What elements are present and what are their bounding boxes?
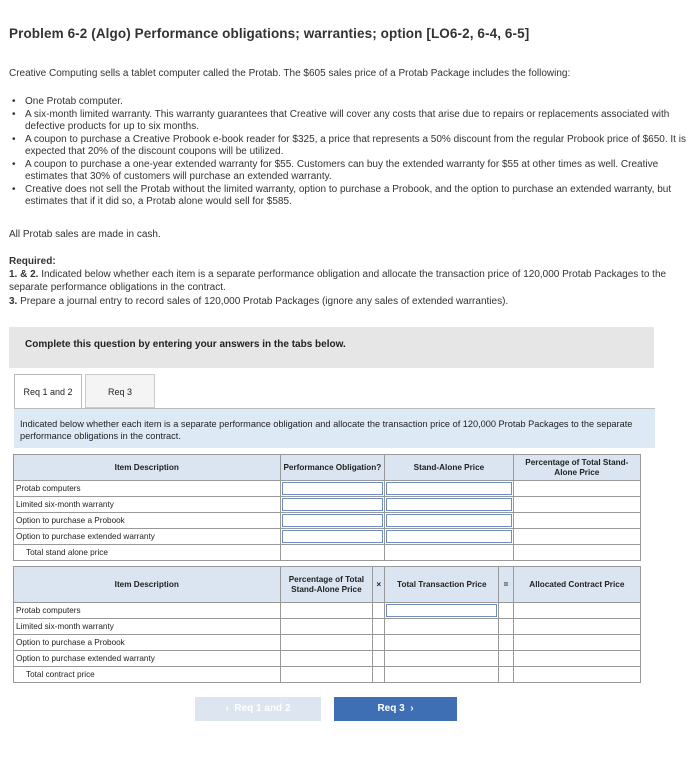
col-header: Percentage of Total Stand-Alone Price (513, 455, 640, 481)
table-row (14, 635, 641, 651)
col-header: Item Description (14, 567, 281, 603)
performance-obligation-select[interactable] (282, 498, 384, 511)
page-title: Problem 6-2 (Algo) Performance obligations; warranties; option [LO6-2, 6-4, 6-5] (9, 26, 530, 41)
intro-text: Creative Computing sells a tablet computer called the Protab. The $605 sales price of a Protab Package includes the following: (9, 68, 571, 79)
empty-cell (373, 635, 385, 651)
empty-cell (280, 545, 385, 561)
empty-cell (513, 651, 640, 667)
empty-cell (513, 619, 640, 635)
row-label: Option to purchase a Probook (14, 513, 281, 529)
row-label: Protab computers (14, 481, 281, 497)
empty-cell (280, 619, 373, 635)
tab-label: Req 3 (107, 387, 133, 397)
total-row (14, 545, 641, 561)
table-row (14, 603, 641, 619)
empty-cell (373, 667, 385, 683)
chevron-left-icon: ‹ (225, 703, 235, 714)
empty-cell (513, 603, 640, 619)
percentage-cell (513, 481, 640, 497)
empty-cell (280, 603, 373, 619)
empty-cell (499, 667, 513, 683)
banner-text: Complete this question by entering your answers in the tabs below. (25, 339, 346, 350)
prev-tab-button[interactable] (195, 697, 321, 721)
performance-obligation-select[interactable] (282, 530, 384, 543)
table-row (14, 529, 641, 545)
tab-label: Req 1 and 2 (23, 387, 73, 397)
required-item-3 (9, 296, 669, 309)
standalone-price-input[interactable] (386, 498, 511, 511)
tab-req-3[interactable] (85, 374, 155, 408)
row-label: Limited six-month warranty (14, 619, 281, 635)
empty-cell (499, 619, 513, 635)
col-header: Performance Obligation? (280, 455, 385, 481)
next-tab-button[interactable] (334, 697, 457, 721)
percentage-cell (513, 513, 640, 529)
table-row (14, 651, 641, 667)
standalone-price-input[interactable] (386, 530, 511, 543)
required-item-1 (9, 269, 669, 294)
total-row (14, 667, 641, 683)
performance-obligation-select[interactable] (282, 482, 384, 495)
col-header: Item Description (14, 455, 281, 481)
required-item-1-text: Indicated below whether each item is a separate performance obligation and allocate the transaction price of 120,000 Protab Packages to the separate performance obligations in the contract. (9, 269, 667, 293)
equals-sign: = (499, 567, 513, 603)
row-label: Total stand alone price (14, 545, 281, 561)
empty-cell (280, 651, 373, 667)
tab-req-1-and-2[interactable] (14, 374, 82, 408)
table-row (14, 513, 641, 529)
row-label: Option to purchase extended warranty (14, 529, 281, 545)
prev-button-label: Req 1 and 2 (234, 703, 291, 714)
required-item-3-text: Prepare a journal entry to record sales of 120,000 Protab Packages (ignore any sales of extended warranties). (17, 296, 509, 307)
row-label: Protab computers (14, 603, 281, 619)
table-row (14, 497, 641, 513)
empty-cell (280, 667, 373, 683)
empty-cell (499, 651, 513, 667)
percentage-cell (513, 497, 640, 513)
performance-obligation-select[interactable] (282, 514, 384, 527)
required-item-1-number: 1. & 2. (9, 269, 39, 280)
table-row (14, 619, 641, 635)
row-label: Option to purchase a Probook (14, 635, 281, 651)
percentage-cell (513, 529, 640, 545)
empty-cell (499, 635, 513, 651)
list-item: • A coupon to purchase a Creative Probook e-book reader for $325, a price that represents a 50% discount from the regular Probook price of $650. It is expected that 20% of the discount coupons will be utilized. (9, 134, 693, 159)
standalone-price-input[interactable] (386, 514, 511, 527)
empty-cell (373, 651, 385, 667)
empty-cell (385, 667, 499, 683)
row-label: Option to purchase extended warranty (14, 651, 281, 667)
empty-cell (373, 603, 385, 619)
row-label: Total contract price (14, 667, 281, 683)
empty-cell (373, 619, 385, 635)
empty-cell (385, 545, 513, 561)
standalone-price-input[interactable] (386, 482, 511, 495)
list-item: • A six-month limited warranty. This warranty guarantees that Creative will cover any costs that arise due to repairs or replacements associated with defective products for up to six months. (9, 109, 693, 134)
col-header: Stand-Alone Price (385, 455, 513, 481)
col-header: Total Transaction Price (385, 567, 499, 603)
allocation-table (13, 566, 641, 683)
empty-cell (513, 545, 640, 561)
list-item: • One Protab computer. (9, 96, 693, 109)
tab-instruction: Indicated below whether each item is a separate performance obligation and allocate the transaction price of 120,000 Protab Packages to the separate performance obligations in the contract. (14, 408, 655, 448)
empty-cell (499, 603, 513, 619)
standalone-price-table (13, 454, 641, 561)
row-label: Limited six-month warranty (14, 497, 281, 513)
empty-cell (513, 635, 640, 651)
required-item-3-number: 3. (9, 296, 18, 307)
col-header: Percentage of Total Stand-Alone Price (280, 567, 373, 603)
total-transaction-price-input[interactable] (386, 604, 497, 617)
empty-cell (385, 651, 499, 667)
cash-note: All Protab sales are made in cash. (9, 229, 161, 240)
required-heading: Required: (9, 256, 56, 267)
chevron-right-icon: › (404, 703, 414, 714)
list-item: • A coupon to purchase a one-year extended warranty for $55. Customers can buy the extended warranty for $55 at other times as well. Creative estimates that 30% of customers will purchase an extended warranty. (9, 159, 693, 184)
list-item: • Creative does not sell the Protab without the limited warranty, option to purchase a Probook, and the option to purchase an extended warranty, but estimates that if it did so, a Protab alone would sell for $585. (9, 184, 693, 209)
bullet-list (9, 96, 693, 209)
next-button-label: Req 3 (377, 703, 405, 714)
empty-cell (385, 635, 499, 651)
instructions-banner (9, 327, 654, 368)
empty-cell (513, 667, 640, 683)
table-row (14, 481, 641, 497)
empty-cell (280, 635, 373, 651)
multiply-sign: × (373, 567, 385, 603)
empty-cell (385, 619, 499, 635)
col-header: Allocated Contract Price (513, 567, 640, 603)
